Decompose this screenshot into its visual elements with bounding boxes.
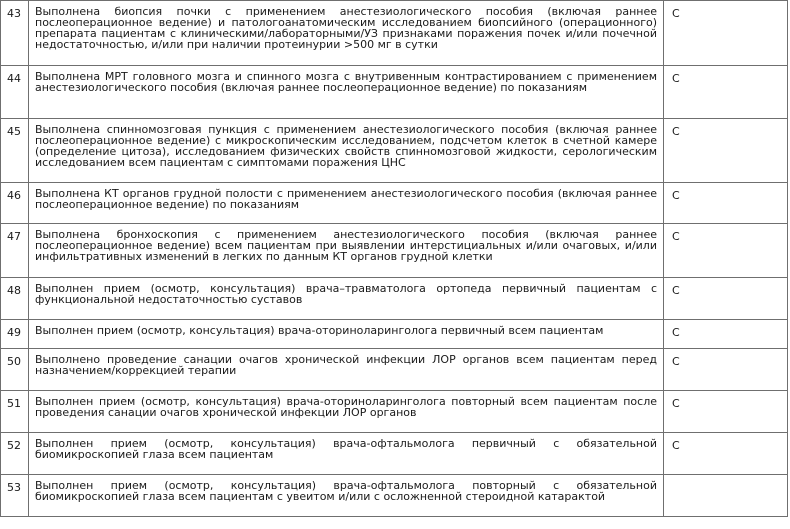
row-number: 47 (1, 224, 29, 278)
table-row (1, 320, 788, 349)
evidence-grade: С (664, 119, 788, 183)
criterion-text: Выполнена МРТ головного мозга и спинного мозга с внутривенным контрастированием с применением анестезиологического пособия (включая раннее послеоперационное ведение) по показаниям (29, 66, 664, 119)
table-row (1, 349, 788, 391)
criterion-text: Выполнена спинномозговая пункция с применением анестезиологического пособия (включая раннее послеоперационное ведение) с микроскопическим исследованием, подсчетом клеток в счетной камере (определение цитоза), исследованием физических свойств спинномозговой жидкости, серологическим исследованием всем пациентам с симптомами поражения ЦНС (29, 119, 664, 183)
criterion-text: Выполнено проведение санации очагов хронической инфекции ЛОР органов всем пациентам перед назначением/коррекцией терапии (29, 349, 664, 391)
row-number: 45 (1, 119, 29, 183)
table-row (1, 1, 788, 66)
table-row (1, 278, 788, 320)
row-number: 50 (1, 349, 29, 391)
evidence-grade: С (664, 278, 788, 320)
evidence-grade: С (664, 183, 788, 224)
evidence-grade (664, 475, 788, 517)
table-row (1, 183, 788, 224)
row-number: 44 (1, 66, 29, 119)
row-number: 43 (1, 1, 29, 66)
evidence-grade: С (664, 391, 788, 433)
evidence-grade: С (664, 433, 788, 475)
table-row (1, 119, 788, 183)
table-row (1, 66, 788, 119)
row-number: 53 (1, 475, 29, 517)
criterion-text: Выполнен прием (осмотр, консультация) врача-офтальмолога повторный с обязательной биомикроскопией глаза всем пациентам с увеитом и/или с осложненной стероидной катарактой (29, 475, 664, 517)
row-number: 49 (1, 320, 29, 349)
table-row (1, 433, 788, 475)
table-row (1, 391, 788, 433)
evidence-grade: С (664, 1, 788, 66)
criterion-text: Выполнен прием (осмотр, консультация) врача-оториноларинголога повторный всем пациентам после проведения санации очагов хронической инфекции ЛОР органов (29, 391, 664, 433)
evidence-grade: С (664, 349, 788, 391)
criterion-text: Выполнена биопсия почки с применением анестезиологического пособия (включая раннее послеоперационное ведение) и патологоанатомическим исследованием биопсийного (операционного) препарата пациентам с клиническими/лабораторными/УЗ признаками поражения почек и/или почечной недостаточностью, и/или при наличии протеинурии >500 мг в сутки (29, 1, 664, 66)
criterion-text: Выполнен прием (осмотр, консультация) врача-офтальмолога первичный с обязательной биомикроскопией глаза всем пациентам (29, 433, 664, 475)
criterion-text: Выполнен прием (осмотр, консультация) врача-оториноларинголога первичный всем пациентам (29, 320, 664, 349)
row-number: 48 (1, 278, 29, 320)
table-row (1, 224, 788, 278)
row-number: 51 (1, 391, 29, 433)
evidence-grade: С (664, 320, 788, 349)
row-number: 46 (1, 183, 29, 224)
criterion-text: Выполнен прием (осмотр, консультация) врача–травматолога ортопеда первичный пациентам с функциональной недостаточностью суставов (29, 278, 664, 320)
table-row (1, 475, 788, 517)
evidence-grade: С (664, 66, 788, 119)
criterion-text: Выполнена бронхоскопия с применением анестезиологического пособия (включая раннее послеоперационное ведение) всем пациентам при выявлении интерстициальных и/или очаговых, и/или инфильтративных изменений в легких по данным КТ органов грудной клетки (29, 224, 664, 278)
row-number: 52 (1, 433, 29, 475)
criterion-text: Выполнена КТ органов грудной полости с применением анестезиологического пособия (включая раннее послеоперационное ведение) по показаниям (29, 183, 664, 224)
evidence-grade: С (664, 224, 788, 278)
